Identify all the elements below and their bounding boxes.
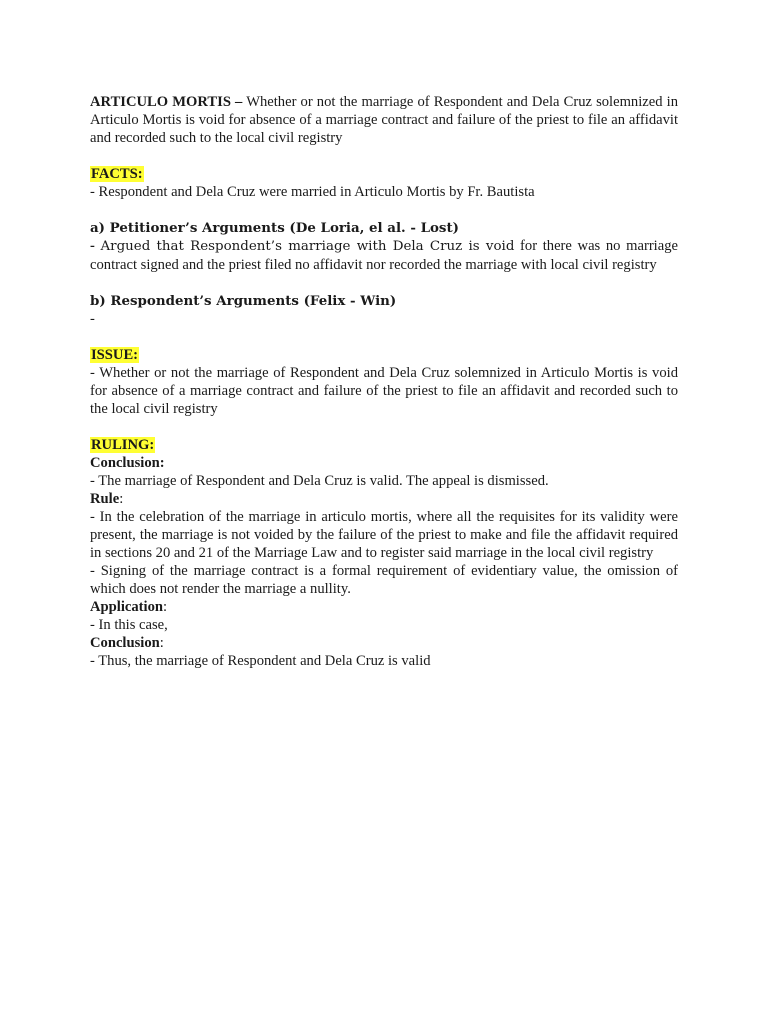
intro-text: Whether or not the marriage of Respondent and Dela Cruz solemnized in Articulo Mortis is void for absence of a marriage contract and failure of the priest to file an affidavit and recorded such to the local civil registry	[90, 94, 678, 146]
rule-colon: :	[119, 491, 124, 507]
petitioner-rest: for there was no marriage contract signed and the priest filed no affidavit nor recorded the marriage with local civil registry	[90, 238, 678, 273]
ruling-heading-line	[90, 436, 678, 454]
application-text: - In this case,	[90, 617, 168, 633]
rule-text-2: - Signing of the marriage contract is a formal requirement of evidentiary value, the omission of which does not render the marriage a nullity.	[90, 563, 678, 597]
respondent-text: -	[90, 311, 95, 327]
respondent-heading-text: b) Respondent’s Arguments (Felix - Win)	[90, 293, 397, 309]
conclusion-text: - The marriage of Respondent and Dela Cruz is valid. The appeal is dismissed.	[90, 473, 549, 489]
petitioner-heading-text: a) Petitioner’s Arguments (De Loria, el al. - Lost)	[90, 220, 459, 236]
petitioner-dash: -	[90, 238, 101, 254]
conclusion-label-line	[90, 454, 678, 472]
application-label-line	[90, 598, 678, 616]
rule-text-1: - In the celebration of the marriage in articulo mortis, where all the requisites for its validity were present, the marriage is not voided by the failure of the priest to make and file the affidavit required in sections 20 and 21 of the Marriage Law and to register said marriage in the local civil registry	[90, 509, 678, 561]
respondent-heading	[90, 292, 678, 310]
petitioner-heading	[90, 219, 678, 237]
facts-heading: FACTS:	[91, 166, 143, 182]
conclusion2-label: Conclusion	[90, 635, 160, 651]
petitioner-argued: Argued that Respondent’s marriage with Dela Cruz is void	[100, 239, 515, 254]
application-label: Application	[90, 599, 163, 615]
issue-heading-line	[90, 346, 678, 364]
intro-paragraph	[90, 93, 678, 147]
intro-heading: ARTICULO MORTIS –	[90, 94, 243, 110]
petitioner-text	[90, 237, 678, 274]
facts-heading-line	[90, 165, 678, 183]
ruling-heading: RULING:	[91, 437, 155, 453]
conclusion-label: Conclusion:	[90, 455, 165, 471]
rule-label: Rule	[90, 491, 120, 507]
document-body	[90, 93, 678, 670]
conclusion2-label-line	[90, 634, 678, 652]
conclusion2-text: - Thus, the marriage of Respondent and Dela Cruz is valid	[90, 653, 431, 669]
conclusion2-colon: :	[159, 635, 164, 651]
facts-text: - Respondent and Dela Cruz were married in Articulo Mortis by Fr. Bautista	[90, 184, 535, 200]
application-colon: :	[162, 599, 168, 615]
issue-text: - Whether or not the marriage of Respondent and Dela Cruz solemnized in Articulo Mortis is void for absence of a marriage contract and failure of the priest to file an affidavit and recorded such to the local civil registry	[90, 365, 678, 417]
issue-heading: ISSUE:	[91, 347, 139, 363]
rule-label-line	[90, 490, 678, 508]
